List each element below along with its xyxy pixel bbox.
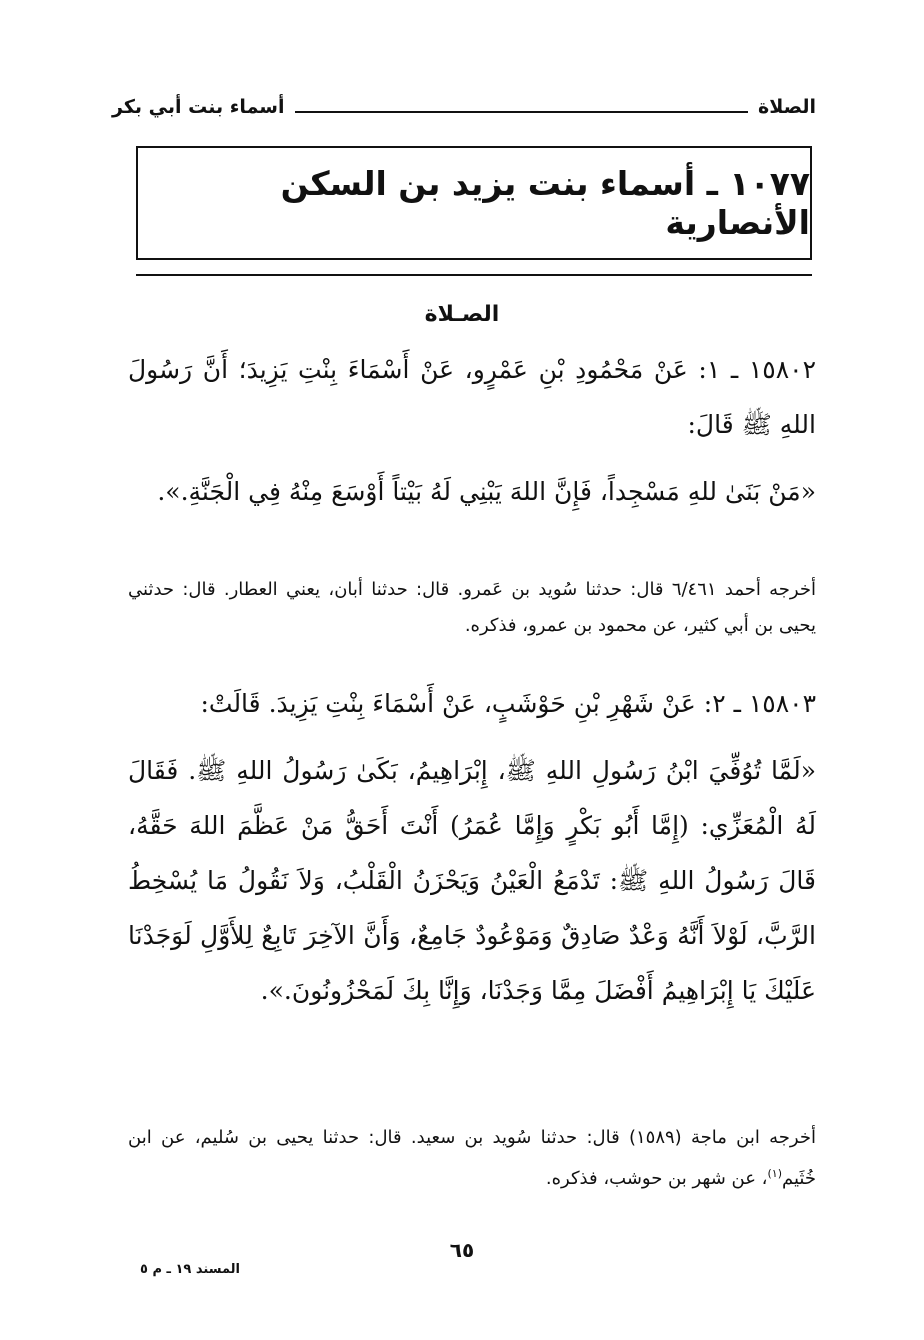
running-header-rule <box>295 111 748 113</box>
hadith-2-isnad: ١٥٨٠٣ ـ ٢: عَنْ شَهْرِ بْنِ حَوْشَبٍ، عَنْ أَسْمَاءَ بِنْتِ يَزِيدَ. قَالَتْ: <box>200 689 816 718</box>
hadith-1-isnad: ١٥٨٠٢ ـ ١: عَنْ مَحْمُودِ بْنِ عَمْرٍو، عَنْ أَسْمَاءَ بِنْتِ يَزِيدَ؛ أَنَّ رَسُولَ اللهِ ﷺ قَالَ: <box>128 355 816 439</box>
footnote-marker: (١) <box>767 1167 783 1180</box>
hadith-1 <box>128 342 816 519</box>
entry-title-box <box>136 146 812 260</box>
running-header-person: أسماء بنت أبي بكر <box>112 96 285 118</box>
running-header-chapter: الصلاة <box>757 96 816 118</box>
hadith-2 <box>128 676 816 1018</box>
page-number: ٦٥ <box>449 1238 475 1262</box>
running-header <box>112 90 816 124</box>
printer-signature: المسند ١٩ ـ م ٥ <box>140 1262 240 1277</box>
takhrij-1: أخرجه أحمد ٦/٤٦١ قال: حدثنا سُويد بن عَمرو. قال: حدثنا أبان، يعني العطار. قال: حدثني يحيى بن أبي كثير، عن محمود بن عمرو، فذكره. <box>128 579 816 636</box>
title-divider <box>136 274 812 276</box>
takhrij-2-text: أخرجه ابن ماجة (١٥٨٩) قال: حدثنا سُويد بن سعيد. قال: حدثنا يحيى بن سُليم، عن ابن خُثَيم <box>128 1127 816 1189</box>
entry-title: ١٠٧٧ ـ أسماء بنت يزيد بن السكن الأنصارية <box>280 164 810 242</box>
section-heading: الصـلاة <box>424 302 500 327</box>
takhrij-2 <box>128 1120 816 1197</box>
hadith-2-matn: «لَمَّا تُوُفِّيَ ابْنُ رَسُولِ اللهِ ﷺ، إِبْرَاهِيمُ، بَكَىٰ رَسُولُ اللهِ ﷺ. فَقَالَ لَهُ الْمُعَزِّي: (إِمَّا أَبُو بَكْرٍ وَإِمَّا عُمَرُ) أَنْتَ أَحَقُّ مَنْ عَظَّمَ اللهَ حَقَّهُ، قَالَ رَسُولُ اللهِ ﷺ: تَدْمَعُ الْعَيْنُ وَيَحْزَنُ الْقَلْبُ، وَلاَ نَقُولُ مَا يُسْخِطُ الرَّبَّ، لَوْلاَ أَنَّهُ وَعْدٌ صَادِقٌ وَمَوْعُودٌ جَامِعٌ، وَأَنَّ الآخِرَ تَابِعٌ لِلأَوَّلِ لَوَجَدْنَا عَلَيْكَ يَا إِبْرَاهِيمُ أَفْضَلَ مِمَّا وَجَدْنَا، وَإِنَّا بِكَ لَمَحْزُونُونَ.». <box>128 756 816 1005</box>
hadith-1-matn: «مَنْ بَنَىٰ للهِ مَسْجِداً، فَإِنَّ اللهَ يَبْنِي لَهُ بَيْتاً أَوْسَعَ مِنْهُ فِي الْجَنَّةِ.». <box>157 477 816 506</box>
takhrij-2-text-end: ، عن شهر بن حوشب، فذكره. <box>545 1168 768 1189</box>
